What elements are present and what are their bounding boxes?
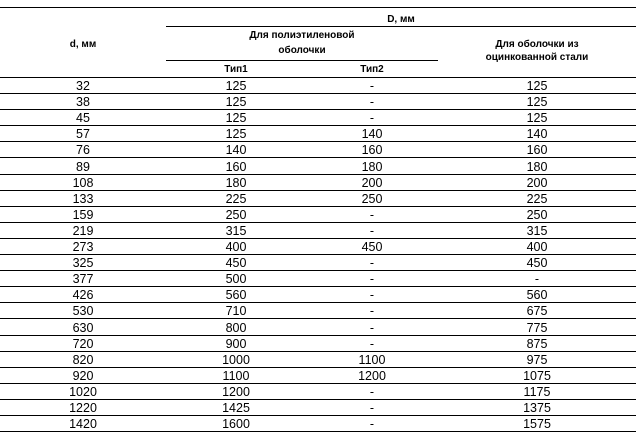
table-row [0,271,636,287]
cell-type1: 1000 [222,352,250,367]
cell-steel: 180 [526,159,548,174]
table-row [0,352,636,368]
table-row [0,78,636,94]
table-row [0,126,636,142]
table-row [0,175,636,191]
cell-type2: - [369,401,375,415]
cell-steel: 450 [526,256,548,271]
cell-type1: 125 [225,79,247,93]
table-row [0,336,636,352]
header-type2: Тип2 [360,64,384,75]
cell-type1: 1600 [222,417,250,432]
cell-steel: 1175 [523,384,551,399]
cell-d: 133 [72,191,94,206]
cell-type2: 140 [361,127,383,142]
table-row [0,287,636,303]
table-row [0,239,636,255]
table-row [0,110,636,126]
cell-steel: 1375 [523,401,551,415]
cell-type1: 1425 [222,401,250,415]
cell-type2: - [369,336,375,351]
table-row [0,255,636,271]
cell-d: 720 [72,336,94,351]
header-poly-line1: Для полиэтиленовой [249,30,355,41]
cell-d: 38 [76,95,90,110]
cell-type2: 450 [361,240,383,254]
cell-steel: - [534,272,540,287]
table-row [0,94,636,110]
header-d: d, мм [69,39,97,50]
cell-steel: 200 [526,175,548,190]
cell-type2: - [369,320,375,335]
cell-d: 159 [72,207,94,222]
cell-d: 1220 [69,401,97,415]
cell-d: 630 [72,320,94,335]
cell-steel: 400 [526,240,548,254]
row-separator [0,431,636,432]
cell-steel: 1075 [523,368,551,383]
cell-type1: 250 [225,207,247,222]
cell-type1: 500 [225,272,247,287]
cell-steel: 140 [526,127,548,142]
table-row [0,207,636,223]
cell-steel: 1575 [523,417,551,432]
cell-d: 426 [72,288,94,303]
cell-type1: 400 [225,240,247,254]
cell-type1: 1200 [222,384,250,399]
table-row [0,400,636,416]
cell-type2: - [369,95,375,110]
cell-type2: - [369,207,375,222]
cell-type2: 250 [361,191,383,206]
top-border [0,7,636,8]
cell-steel: 560 [526,288,548,303]
header-D-underline [166,26,636,27]
cell-type2: - [369,223,375,238]
cell-d: 89 [76,159,90,174]
cell-type1: 125 [225,95,247,110]
cell-d: 32 [76,79,90,93]
cell-type1: 125 [225,127,247,142]
cell-type2: 1200 [358,368,386,383]
cell-type2: - [369,272,375,287]
cell-type2: 180 [361,159,383,174]
cell-type1: 800 [225,320,247,335]
cell-d: 45 [76,111,90,126]
header-type1: Тип1 [224,64,248,75]
cell-type1: 225 [225,191,247,206]
table-row [0,303,636,319]
cell-d: 1420 [69,417,97,432]
table-row [0,191,636,207]
table-row [0,142,636,158]
cell-type2: - [369,417,375,432]
header-steel-line2: оцинкованной стали [485,52,589,63]
cell-steel: 675 [526,304,548,319]
cell-steel: 315 [526,223,548,238]
cell-type1: 560 [225,288,247,303]
cell-steel: 225 [526,191,548,206]
table-row [0,159,636,175]
header-poly-line2: оболочки [278,45,326,56]
table-row [0,223,636,239]
cell-type1: 1100 [222,368,250,383]
cell-type1: 710 [225,304,247,319]
cell-type1: 900 [225,336,247,351]
table-row [0,320,636,336]
cell-d: 108 [72,175,94,190]
header-poly-underline [166,60,438,61]
cell-d: 1020 [69,384,97,399]
table-row [0,416,636,432]
cell-type1: 125 [225,111,247,126]
cell-d: 530 [72,304,94,319]
table-row [0,384,636,400]
cell-type2: - [369,304,375,319]
cell-d: 273 [72,240,94,254]
cell-type1: 180 [225,175,247,190]
cell-type2: - [369,288,375,303]
cell-steel: 125 [526,79,548,93]
cell-type1: 140 [225,143,247,158]
cell-type1: 160 [225,159,247,174]
cell-steel: 875 [526,336,548,351]
cell-steel: 160 [526,143,548,158]
cell-type2: - [369,79,375,93]
cell-type2: - [369,256,375,271]
cell-d: 920 [72,368,94,383]
cell-type1: 315 [225,223,247,238]
cell-d: 820 [72,352,94,367]
cell-d: 76 [76,143,90,158]
table-row [0,368,636,384]
cell-type2: 200 [361,175,383,190]
cell-steel: 125 [526,95,548,110]
cell-type2: - [369,111,375,126]
cell-steel: 775 [526,320,548,335]
cell-type2: 1100 [358,352,386,367]
cell-d: 325 [72,256,94,271]
cell-d: 219 [72,223,94,238]
cell-type2: - [369,384,375,399]
cell-d: 377 [72,272,94,287]
cell-type2: 160 [361,143,383,158]
cell-steel: 975 [526,352,548,367]
cell-steel: 250 [526,207,548,222]
cell-d: 57 [76,127,90,142]
header-D: D, мм [387,14,415,25]
header-steel-line1: Для оболочки из [495,39,579,50]
cell-steel: 125 [526,111,548,126]
cell-type1: 450 [225,256,247,271]
